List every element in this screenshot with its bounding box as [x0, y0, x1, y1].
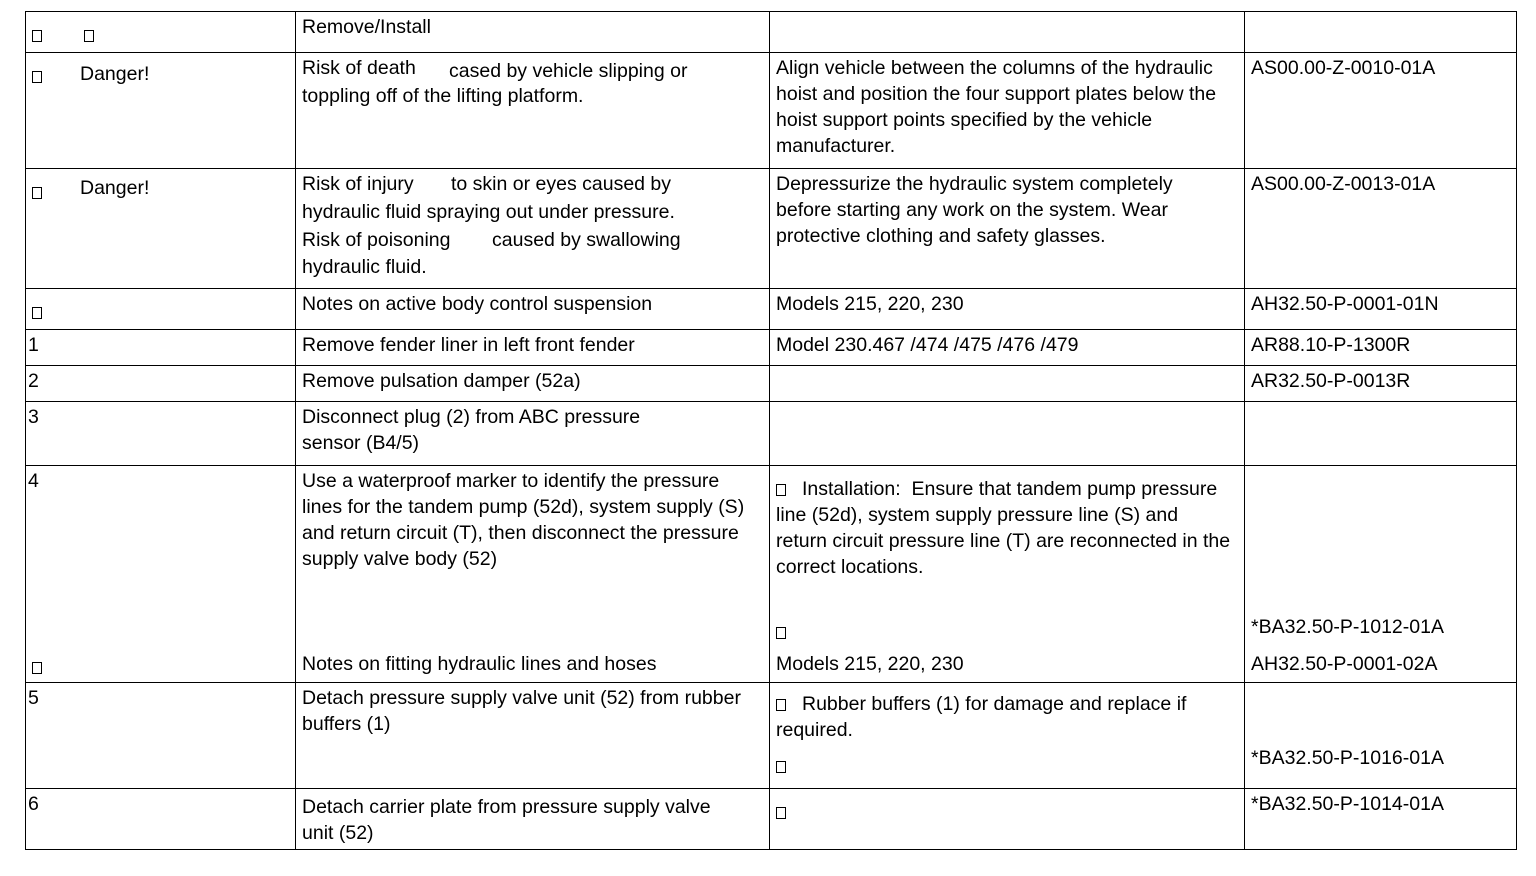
row7-col3: Installation: Ensure that tandem pump pressure line (52d), system supply pressure line (S) and return circuit pressure line (T) are reconnected in the correct locations. Models 215, 220, 230	[769, 465, 1245, 683]
row7-col1	[25, 465, 296, 683]
risk-title: Risk of death	[302, 57, 416, 79]
row8-col4	[1244, 682, 1517, 789]
row1-col4	[1244, 52, 1517, 169]
section-title: Remove/Install	[302, 16, 431, 38]
row6-col1	[25, 401, 296, 466]
row7-col2: Use a waterproof marker to identify the pressure lines for the tandem pump (52d), system supply (S) and return circuit (T), then disconnect the pressure supply valve body (52) Notes on fitting hydraulic lines and hoses	[295, 465, 770, 683]
instruction-text: Depressurize the hydraulic system completely before starting any work on the system. Wear protective clothing and safety glasses.	[776, 173, 1173, 247]
checkbox-icon	[776, 761, 786, 773]
row0-col2	[295, 11, 770, 53]
row4-col4	[1244, 329, 1517, 366]
checkbox-icon	[776, 807, 786, 819]
checkbox-icon	[84, 30, 94, 42]
doc-reference: AS00.00-Z-0010-01A	[1251, 57, 1436, 79]
row4-col3: Model 230.467 /474 /475 /476 /479	[769, 329, 1245, 366]
step-number: 6	[28, 793, 39, 815]
checkbox-icon	[776, 627, 786, 639]
step-number: 3	[28, 406, 39, 428]
doc-reference: AS00.00-Z-0013-01A	[1251, 173, 1436, 195]
doc-reference: *BA32.50-P-1016-01A	[1251, 747, 1444, 769]
risk-title: Risk of poisoning	[302, 229, 451, 251]
step-number: 5	[28, 687, 39, 709]
row9-col2: Detach carrier plate from pressure supply valve unit (52)	[295, 788, 770, 850]
step-number: 4	[28, 470, 39, 492]
note-text: Notes on fitting hydraulic lines and hoses	[302, 653, 657, 675]
procedure-table	[25, 11, 1517, 850]
row6-col3	[769, 401, 1245, 466]
row0-col4	[1244, 11, 1517, 53]
row4-col1	[25, 329, 296, 366]
row2-col2: Risk of injury to skin or eyes caused by hydraulic fluid spraying out under pressure. Risk of poisoning caused by swallowing hydraulic fluid.	[295, 168, 770, 289]
step-number: 1	[28, 334, 39, 356]
info-icon	[32, 662, 42, 674]
row2-col1	[25, 168, 296, 289]
warning-icon	[32, 187, 42, 199]
checkbox-icon	[776, 699, 786, 711]
row3-col4	[1244, 288, 1517, 330]
row1-col2: Risk of death cased by vehicle slipping or toppling off of the lifting platform.	[295, 52, 770, 169]
row5-col1	[25, 365, 296, 402]
row3-col1	[25, 288, 296, 330]
row2-col3	[769, 168, 1245, 289]
row9-col3	[769, 788, 1245, 850]
row6-col4	[1244, 401, 1517, 466]
row8-col2: Detach pressure supply valve unit (52) from rubber buffers (1)	[295, 682, 770, 789]
row8-col3: Rubber buffers (1) for damage and replace if required.	[769, 682, 1245, 789]
row2-col4	[1244, 168, 1517, 289]
row8-col1	[25, 682, 296, 789]
row5-col4	[1244, 365, 1517, 402]
doc-reference: AH32.50-P-0001-01N	[1251, 293, 1439, 315]
step-number: 2	[28, 370, 39, 392]
installation-label: Installation:	[802, 478, 901, 500]
doc-reference: AR88.10-P-1300R	[1251, 334, 1411, 356]
warning-icon	[32, 71, 42, 83]
risk-title: Risk of injury	[302, 173, 414, 195]
row6-col2: Disconnect plug (2) from ABC pressure sensor (B4/5)	[295, 401, 770, 466]
row3-col3: Models 215, 220, 230	[769, 288, 1245, 330]
doc-reference: *BA32.50-P-1012-01A	[1251, 616, 1444, 638]
doc-reference: *BA32.50-P-1014-01A	[1251, 793, 1444, 815]
row0-col3	[769, 11, 1245, 53]
row5-col2: Remove pulsation damper (52a)	[295, 365, 770, 402]
row1-col1	[25, 52, 296, 169]
instruction-text: Align vehicle between the columns of the hydraulic hoist and position the four support plates below the hoist support points specified by the vehicle manufacturer.	[776, 57, 1217, 157]
row9-col1	[25, 788, 296, 850]
row3-col2: Notes on active body control suspension	[295, 288, 770, 330]
row5-col3	[769, 365, 1245, 402]
installation-icon	[776, 484, 786, 496]
doc-reference: AR32.50-P-0013R	[1251, 370, 1411, 392]
row4-col2: Remove fender liner in left front fender	[295, 329, 770, 366]
doc-reference: AH32.50-P-0001-02A	[1251, 653, 1438, 675]
row0-col1	[25, 11, 296, 53]
info-icon	[32, 307, 42, 319]
checkbox-icon	[32, 30, 42, 42]
row9-col4	[1244, 788, 1517, 850]
row7-col4	[1244, 465, 1517, 683]
danger-label: Danger!	[80, 63, 150, 85]
danger-label: Danger!	[80, 177, 150, 199]
row1-col3	[769, 52, 1245, 169]
